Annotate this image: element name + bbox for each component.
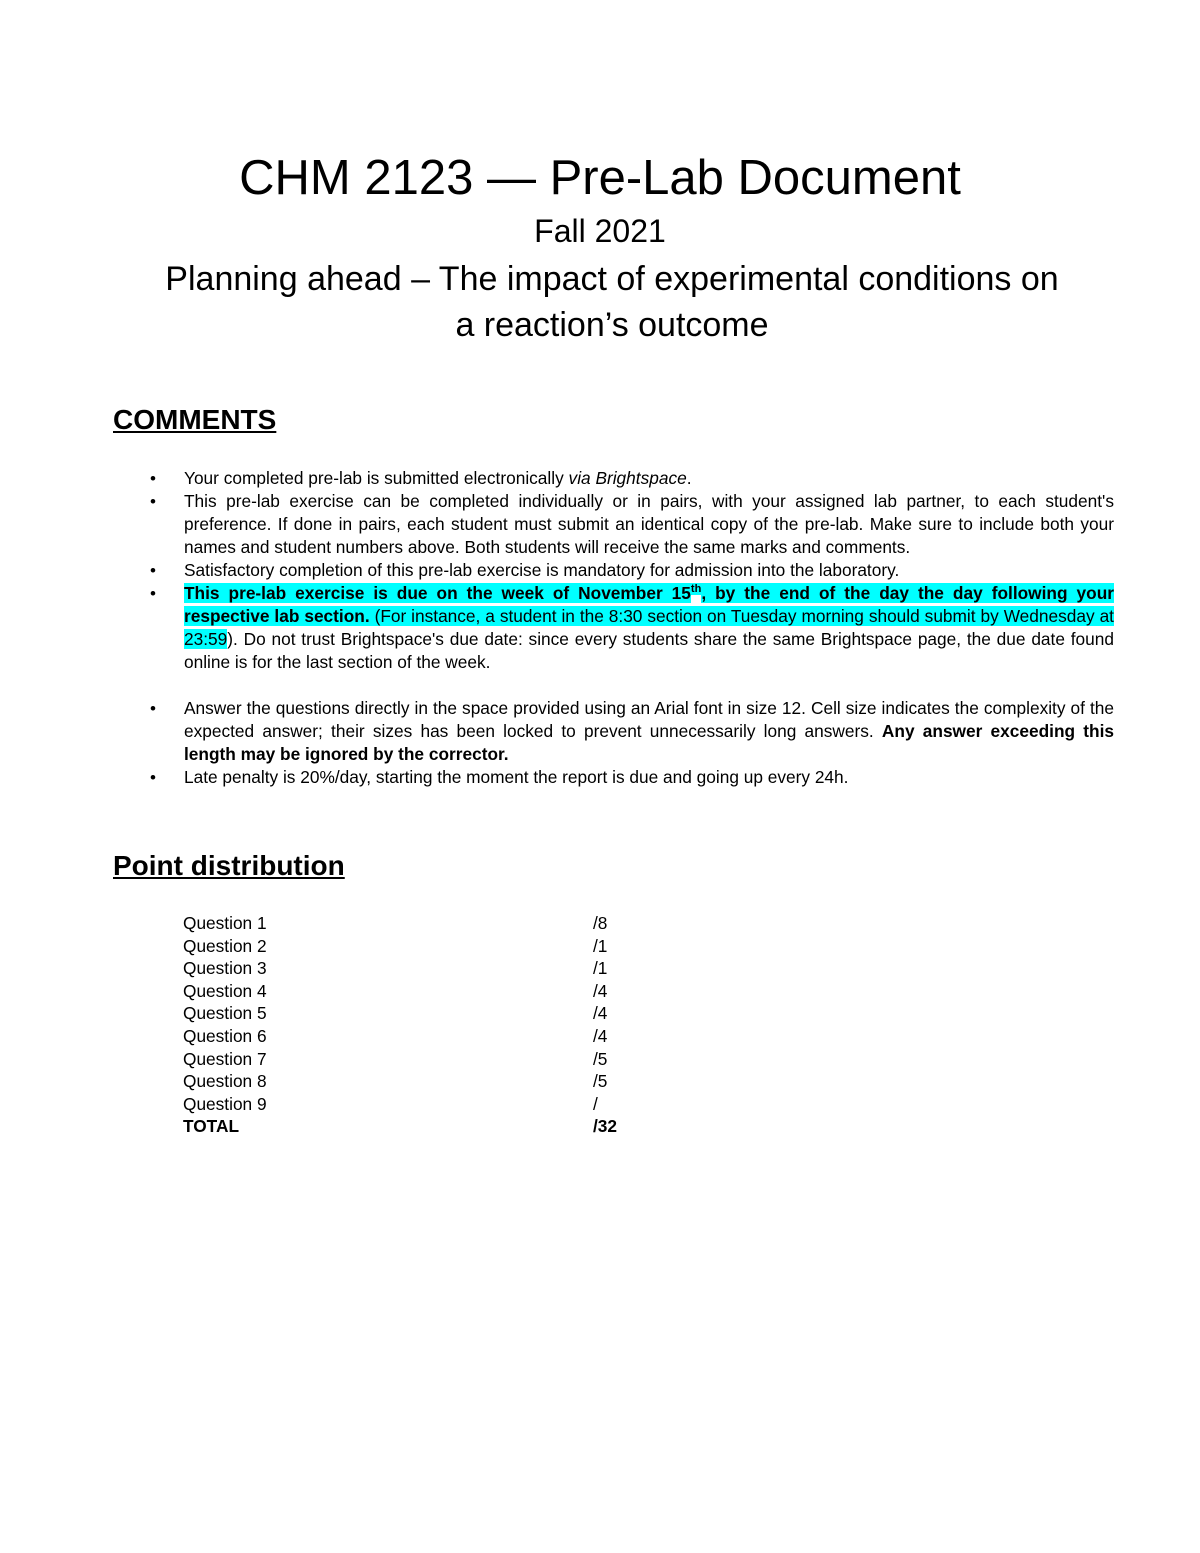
bullet-icon: • bbox=[150, 561, 156, 580]
bullet-icon: • bbox=[150, 699, 156, 718]
comments-list bbox=[150, 467, 1114, 789]
bullet-icon: • bbox=[150, 768, 156, 787]
subtitle-line-2: a reaction’s outcome bbox=[455, 306, 769, 344]
table-row: Question 5 /4 bbox=[183, 1003, 608, 1024]
table-row: Question 9 / bbox=[183, 1093, 598, 1114]
comment-item: • This pre-lab exercise can be completed individually or in pairs, with your assigned lab partner, to each student's preference. If done in pairs, each student must submit an identical copy of the pre-lab. Make sure to include both your names and student numbers above. Both students will receive the same marks and comments. bbox=[150, 491, 1114, 557]
total-row: TOTAL /32 bbox=[183, 1116, 618, 1137]
comments-heading: COMMENTS bbox=[113, 404, 277, 435]
bullet-icon: • bbox=[150, 492, 156, 511]
table-row: Question 4 /4 bbox=[183, 980, 608, 1001]
bullet-icon: • bbox=[150, 469, 156, 488]
bullet-icon: • bbox=[150, 584, 156, 603]
comment-item: • Satisfactory completion of this pre-lab exercise is mandatory for admission into the laboratory. bbox=[150, 560, 900, 580]
deadline-highlight: This pre-lab exercise is due on the week of November 15 bbox=[184, 583, 691, 603]
comment-item: • Late penalty is 20%/day, starting the moment the report is due and going up every 24h. bbox=[150, 767, 849, 787]
comment-item: • Your completed pre-lab is submitted electronically via Brightspace. bbox=[150, 468, 692, 488]
point-distribution-table bbox=[183, 912, 673, 1138]
comment-item-deadline: • This pre-lab exercise is due on the week of November 15th, by the end of the day the day following your respective lab section. (For instance, a student in the 8:30 section on Tuesday morning should submit by Wednesday at 23:59). Do not trust Brightspace's due date: since every students share the same Brightspace page, the due date found online is for the last section of the week. bbox=[150, 583, 1114, 672]
document-term: Fall 2021 bbox=[534, 213, 666, 249]
table-row: Question 6 /4 bbox=[183, 1025, 608, 1046]
table-row: Question 8 /5 bbox=[183, 1071, 608, 1092]
table-row: Question 3 /1 bbox=[183, 958, 608, 979]
comment-item: • Answer the questions directly in the space provided using an Arial font in size 12. Cell size indicates the complexity of the expected answer; their sizes has been locked to prevent unnecessarily long answers. Any answer exceeding this length may be ignored by the corrector. bbox=[150, 698, 1114, 764]
document-subtitle bbox=[110, 256, 1114, 348]
table-row: Question 2 /1 bbox=[183, 935, 608, 956]
table-row: Question 1 /8 bbox=[183, 913, 608, 933]
document-title: CHM 2123 — Pre-Lab Document bbox=[239, 151, 961, 205]
subtitle-line-1: Planning ahead – The impact of experimental conditions on bbox=[165, 260, 1059, 298]
point-distribution-heading: Point distribution bbox=[113, 850, 345, 881]
table-row: Question 7 /5 bbox=[183, 1048, 608, 1069]
